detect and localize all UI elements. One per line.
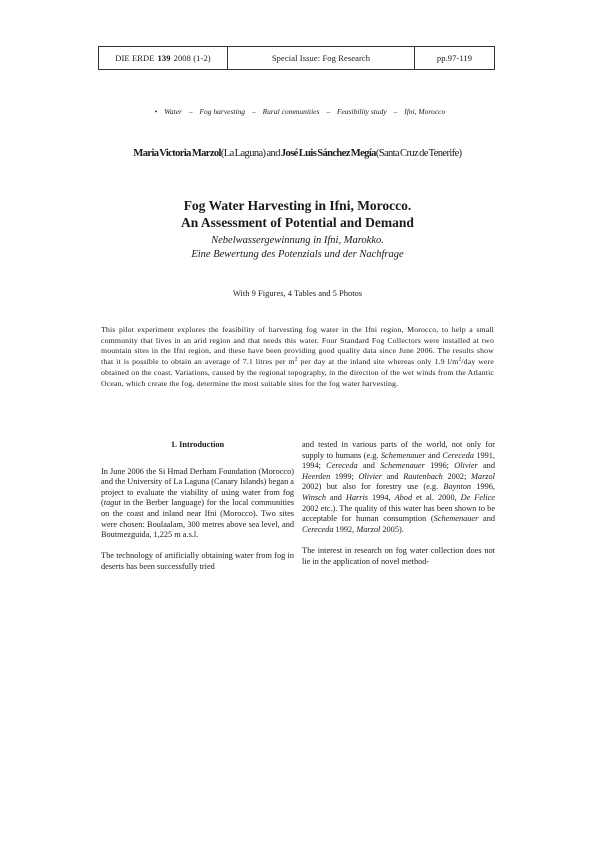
journal-name: DIE ERDE xyxy=(115,53,155,63)
keyword-separator: – xyxy=(251,107,256,116)
title-line: Fog Water Harvesting in Ifni, Morocco. xyxy=(183,198,412,213)
keyword: Rural communities xyxy=(262,107,320,116)
keyword-separator: – xyxy=(326,107,331,116)
citation-author: Schemenauer xyxy=(433,514,479,524)
keyword: Feasibility study xyxy=(336,107,387,116)
subtitle-line: Nebelwassergewinnung in Ifni, Marokko. xyxy=(211,235,384,246)
journal-citation xyxy=(99,47,228,69)
citation-author: Abod xyxy=(394,492,413,502)
citation-author: Cereceda xyxy=(442,450,474,460)
citation-author: Cereceda xyxy=(302,524,334,534)
superscript: 2 xyxy=(458,356,462,363)
citation-author: Schemenauer xyxy=(380,461,425,471)
abstract-text: This pilot experiment explores the feasibility of harvesting fog water in the Ifni region, Morocco, to help a small community that lives in an arid region and that needs this water. Four Standard Fog Collectors were installed at two mountain sites in the Ifni region, and these have been providing good quality data since June 2006. The results show that it is possible to obtain an average of 7.1 litres per m xyxy=(101,325,494,367)
author-name: José Luis Sánchez Megía xyxy=(280,148,376,159)
abstract xyxy=(101,325,494,389)
keyword-separator: – xyxy=(188,107,193,116)
citation-author: Cereceda xyxy=(326,461,358,471)
citation-author: Rautenbach xyxy=(403,471,443,481)
citation-author: Olivier xyxy=(358,471,382,481)
citation-author: Marzol xyxy=(471,471,495,481)
author-affiliation: (La Laguna) xyxy=(220,148,266,159)
paragraph: The interest in research on fog water collection does not lie in the application of novel method- xyxy=(302,545,495,566)
citation-author: Harris xyxy=(345,492,368,502)
body-column-right xyxy=(302,440,495,578)
journal-year-issue: 2008 (1-2) xyxy=(173,53,211,63)
author-name: Maria Victoria Marzol xyxy=(133,148,221,159)
citation-author: De Felice xyxy=(460,492,495,502)
german-title xyxy=(0,234,595,262)
keyword-bullet: • xyxy=(154,107,158,116)
special-issue: Special Issue: Fog Research xyxy=(228,47,415,69)
citation-author: Winsch xyxy=(302,492,326,502)
keyword: Water xyxy=(164,107,182,116)
abstract-text: /day were obtained on the coast. Variations, caused by the regional topography, in the direction of the wet winds from the Atlantic Ocean, which create the fog, determine the most suitable sites for the fog water harvesting. xyxy=(101,357,495,388)
keyword: Fog harvesting xyxy=(199,107,246,116)
subtitle-line: Eine Bewertung des Potenzials und der Nachfrage xyxy=(191,249,404,260)
author-affiliation: (Santa Cruz de Tenerife) xyxy=(375,148,462,159)
citation-author: Marzol xyxy=(356,524,381,534)
journal-header xyxy=(98,46,495,70)
keywords-line xyxy=(0,107,595,116)
term-tagut: tagut xyxy=(103,498,121,508)
paper-title xyxy=(0,197,595,231)
citation-author: Olivier xyxy=(454,461,478,471)
abstract-text: per day at the inland site whereas only 1.9 l/m xyxy=(297,357,459,367)
section-heading: 1. Introduction xyxy=(170,440,225,449)
paragraph: and tested in various parts of the world, not only for supply to humans (e.g. Schemenauer and Cereceda 1991, 1994; Cereceda and Schemenauer 1996; Olivier and Heerden 1999; Olivier and Rautenbach 2002; Marzol 2002) but also for forestry use (e.g. Baynton 1996, Winsch and Harris 1994, Abod et al. 2000, De Felice 2002 etc.). The quality of this water has been shown to be acceptable for human consumption (Schemenauer and Cereceda 1992, Marzol 2005). xyxy=(302,440,496,534)
figures-note: With 9 Figures, 4 Tables and 5 Photos xyxy=(232,288,363,298)
citation-author: Heerden xyxy=(302,471,331,481)
paragraph: The technology of artificially obtaining water from fog in deserts has been successfully tried xyxy=(101,551,294,571)
keyword-separator: – xyxy=(393,107,398,116)
keyword: Ifni, Morocco xyxy=(404,107,446,116)
author-line xyxy=(0,148,595,159)
author-conjunction: and xyxy=(266,148,280,159)
citation-author: Baynton xyxy=(443,482,472,492)
journal-volume: 139 xyxy=(157,53,171,63)
paragraph: In June 2006 the Si Hmad Derham Foundation (Morocco) and the University of La Laguna (Canary Islands) began a project to evaluate the viability of using water from fog (tagut in the Berber language) for the local communities on the coast and inland near Ifni (Morocco). Two sites were chosen: Boulaalam, 300 metres above sea level, and Boutmezguida, 1,225 m a.s.l. xyxy=(101,466,294,540)
body-column-left xyxy=(101,440,294,583)
superscript: 2 xyxy=(294,356,298,363)
page-range: pp.97-119 xyxy=(436,53,473,63)
citation-author: Schemenauer xyxy=(380,450,426,460)
title-line: An Assessment of Potential and Demand xyxy=(181,215,414,230)
